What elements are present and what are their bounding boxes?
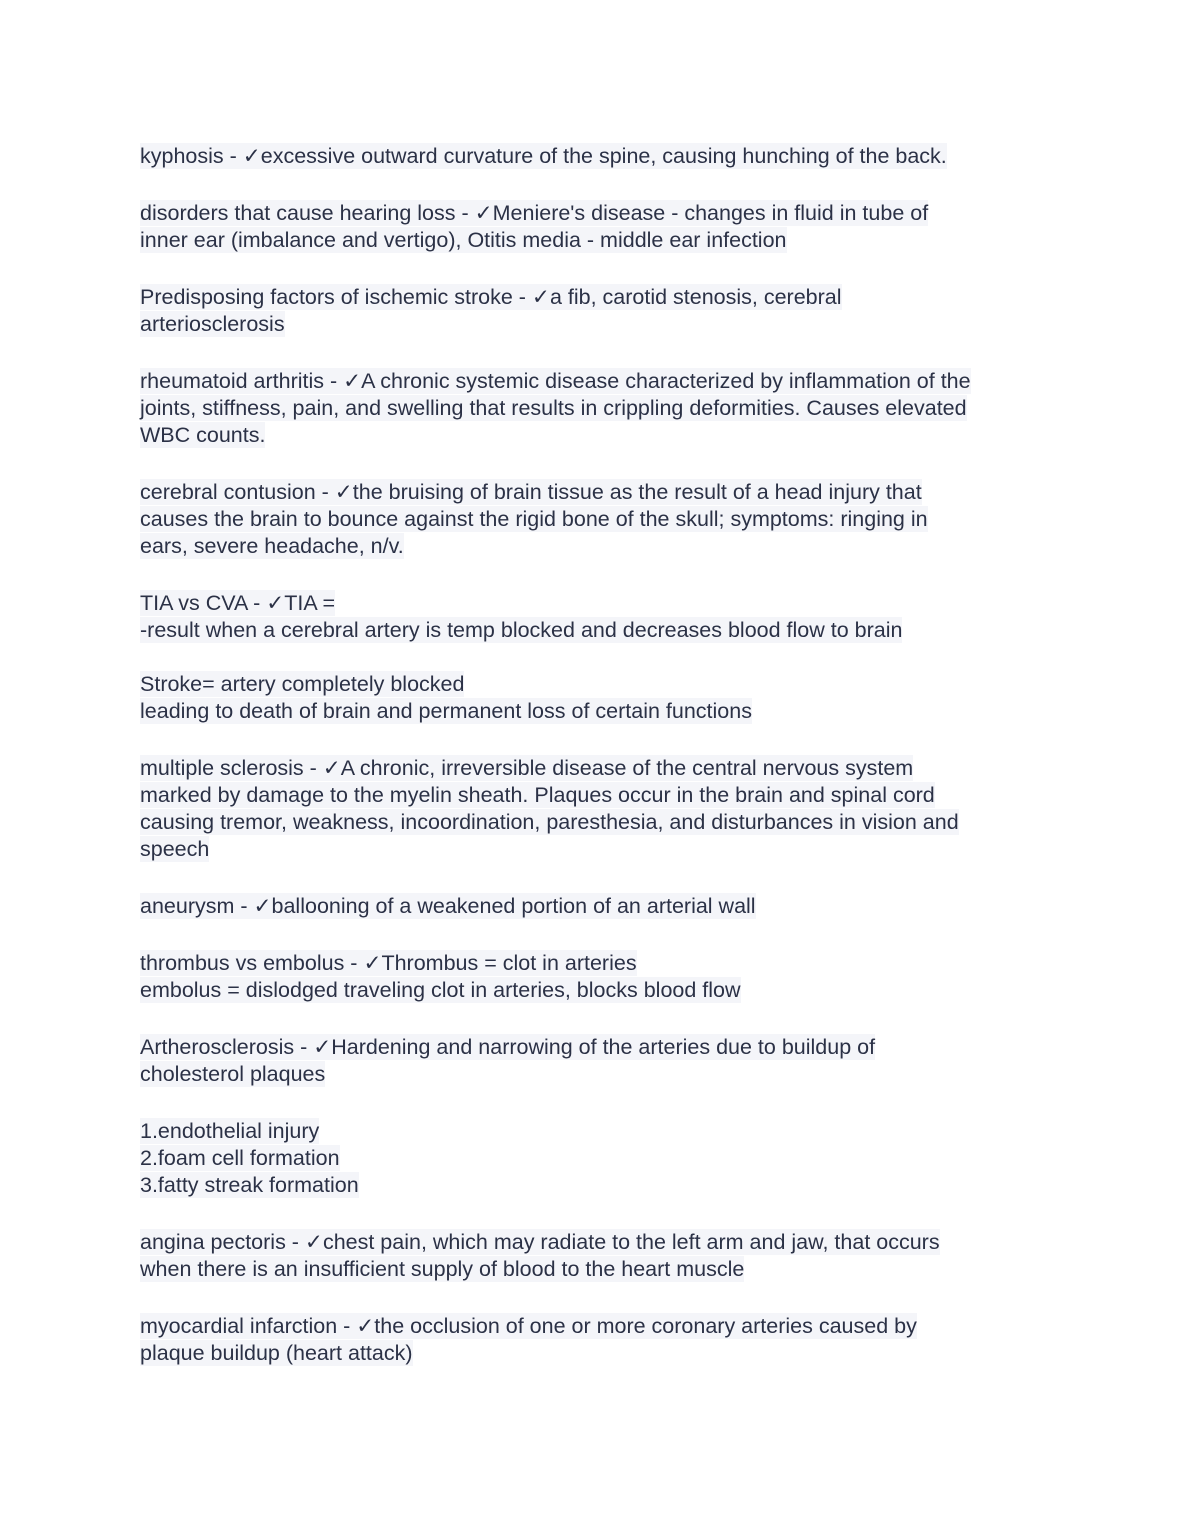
entry-line: inner ear (imbalance and vertigo), Otitis media - middle ear infection <box>140 228 787 252</box>
document-page <box>140 143 1060 1397</box>
entry-line: causes the brain to bounce against the rigid bone of the skull; symptoms: ringing in <box>140 507 928 531</box>
entry-thrombus-vs-embolus <box>140 950 1060 1004</box>
entry-atherosclerosis-steps <box>140 1118 1060 1199</box>
entry-line: myocardial infarction - ✓the occlusion of one or more coronary arteries caused by <box>140 1314 917 1338</box>
entry-line: Stroke= artery completely blocked <box>140 672 465 696</box>
entry-kyphosis <box>140 143 1060 170</box>
entry-line: ears, severe headache, n/v. <box>140 534 404 558</box>
entry-line: multiple sclerosis - ✓A chronic, irreversible disease of the central nervous system <box>140 756 914 780</box>
entry-line: marked by damage to the myelin sheath. Plaques occur in the brain and spinal cord <box>140 783 935 807</box>
entry-line: angina pectoris - ✓chest pain, which may radiate to the left arm and jaw, that occurs <box>140 1230 940 1254</box>
entry-line: -result when a cerebral artery is temp blocked and decreases blood flow to brain <box>140 618 903 642</box>
entry-cerebral-contusion <box>140 479 1060 560</box>
entry-line: Artherosclerosis - ✓Hardening and narrowing of the arteries due to buildup of <box>140 1035 876 1059</box>
entry-line: TIA vs CVA - ✓TIA = <box>140 591 336 615</box>
entry-line: speech <box>140 837 210 861</box>
entry-line: thrombus vs embolus - ✓Thrombus = clot in arteries <box>140 951 637 975</box>
entry-line: joints, stiffness, pain, and swelling that results in crippling deformities. Causes elevated <box>140 396 967 420</box>
entry-line: rheumatoid arthritis - ✓A chronic systemic disease characterized by inflammation of the <box>140 369 971 393</box>
entry-stroke <box>140 671 1060 725</box>
entry-line: cerebral contusion - ✓the bruising of brain tissue as the result of a head injury that <box>140 480 922 504</box>
entry-line: 1.endothelial injury <box>140 1119 320 1143</box>
entry-angina-pectoris <box>140 1229 1060 1283</box>
entry-line: cholesterol plaques <box>140 1062 326 1086</box>
entry-ischemic-stroke <box>140 284 1060 338</box>
entry-line: when there is an insufficient supply of blood to the heart muscle <box>140 1257 745 1281</box>
entry-line: arteriosclerosis <box>140 312 285 336</box>
entry-aneurysm <box>140 893 1060 920</box>
entry-artherosclerosis <box>140 1034 1060 1088</box>
entry-line: aneurysm - ✓ballooning of a weakened portion of an arterial wall <box>140 894 756 918</box>
entry-line: plaque buildup (heart attack) <box>140 1341 413 1365</box>
entry-line: 3.fatty streak formation <box>140 1173 359 1197</box>
entry-line: embolus = dislodged traveling clot in arteries, blocks blood flow <box>140 978 741 1002</box>
entry-line: WBC counts. <box>140 423 266 447</box>
entry-tia-vs-cva <box>140 590 1060 644</box>
entry-line: kyphosis - ✓excessive outward curvature of the spine, causing hunching of the back. <box>140 144 947 168</box>
entry-rheumatoid-arthritis <box>140 368 1060 449</box>
entry-line: leading to death of brain and permanent loss of certain functions <box>140 699 752 723</box>
entry-multiple-sclerosis <box>140 755 1060 863</box>
entry-hearing-loss <box>140 200 1060 254</box>
entry-line: 2.foam cell formation <box>140 1146 340 1170</box>
entry-myocardial-infarction <box>140 1313 1060 1367</box>
entry-line: causing tremor, weakness, incoordination, paresthesia, and disturbances in vision and <box>140 810 959 834</box>
entry-line: Predisposing factors of ischemic stroke - ✓a fib, carotid stenosis, cerebral <box>140 285 842 309</box>
entry-line: disorders that cause hearing loss - ✓Meniere's disease - changes in fluid in tube of <box>140 201 929 225</box>
